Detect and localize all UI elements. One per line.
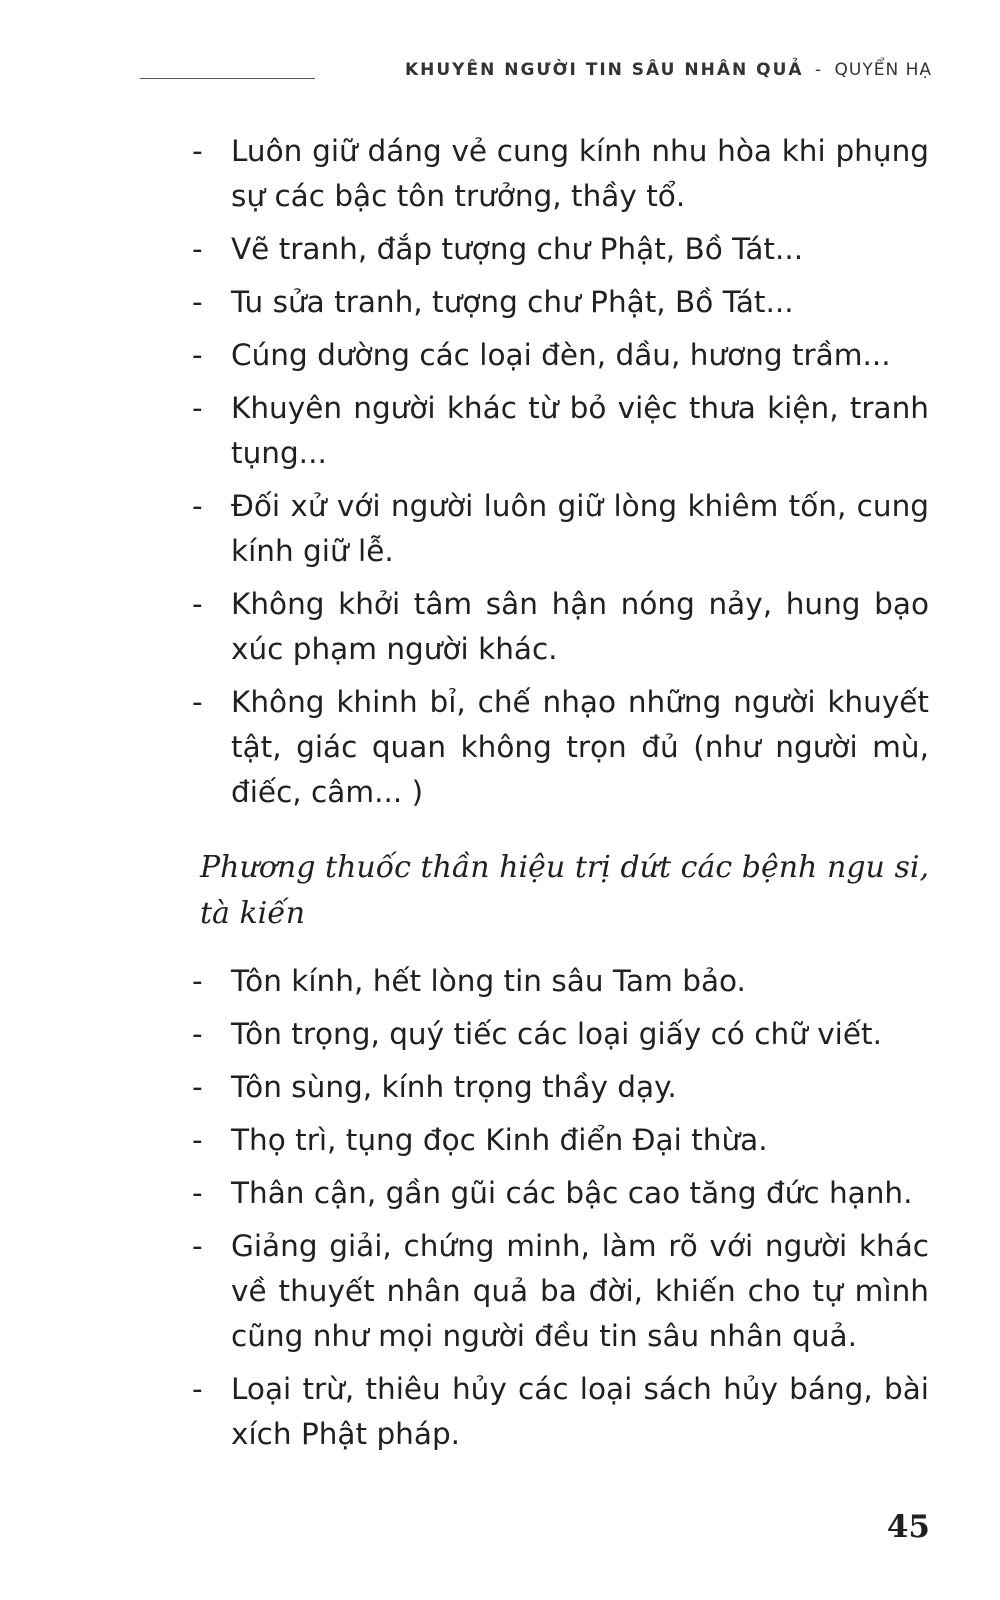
bullet-list-1 [192, 129, 929, 823]
list-item [192, 227, 929, 272]
list-item [192, 680, 929, 815]
list-item [192, 1012, 929, 1057]
list-item-text: Tôn sùng, kính trọng thầy dạy. [231, 1070, 677, 1104]
list-dash: - [192, 391, 203, 425]
list-item [192, 959, 929, 1004]
list-item-text: Luôn giữ dáng vẻ cung kính nhu hòa khi phụng sự các bậc tôn trưởng, thầy tổ. [231, 134, 929, 213]
list-item-text: Thọ trì, tụng đọc Kinh điển Đại thừa. [231, 1123, 768, 1157]
list-item-text: Tôn kính, hết lòng tin sâu Tam bảo. [231, 964, 746, 998]
list-item-text: Đối xử với người luôn giữ lòng khiêm tốn, cung kính giữ lễ. [231, 489, 929, 568]
list-item-text: Loại trừ, thiêu hủy các loại sách hủy báng, bài xích Phật pháp. [231, 1372, 929, 1451]
list-item [192, 582, 929, 672]
list-item-text: Tôn trọng, quý tiếc các loại giấy có chữ viết. [231, 1017, 882, 1051]
list-item [192, 333, 929, 378]
list-item-text: Thân cận, gần gũi các bậc cao tăng đức hạnh. [231, 1176, 913, 1210]
list-dash: - [192, 338, 203, 372]
list-dash: - [192, 685, 203, 719]
list-dash: - [192, 1229, 203, 1263]
list-item-text: Vẽ tranh, đắp tượng chư Phật, Bồ Tát... [231, 232, 804, 266]
list-dash: - [192, 489, 203, 523]
list-item [192, 386, 929, 476]
list-item [192, 1171, 929, 1216]
list-dash: - [192, 1176, 203, 1210]
list-item [192, 129, 929, 219]
list-item-text: Tu sửa tranh, tượng chư Phật, Bồ Tát... [231, 285, 794, 319]
bullet-list-2 [192, 959, 929, 1465]
page-number: 45 [886, 1509, 930, 1545]
list-dash: - [192, 232, 203, 266]
running-header [405, 60, 932, 80]
running-header-volume: QUYỂN HẠ [834, 60, 932, 80]
list-item-text: Không khởi tâm sân hận nóng nảy, hung bạo xúc phạm người khác. [231, 587, 929, 666]
list-dash: - [192, 964, 203, 998]
list-item [192, 1224, 929, 1359]
section-heading: Phương thuốc thần hiệu trị dứt các bệnh ngu si, tà kiến [200, 850, 929, 931]
list-dash: - [192, 587, 203, 621]
list-dash: - [192, 1017, 203, 1051]
list-item [192, 280, 929, 325]
list-item [192, 1118, 929, 1163]
list-item-text: Giảng giải, chứng minh, làm rõ với người khác về thuyết nhân quả ba đời, khiến cho tự mình cũng như mọi người đều tin sâu nhân quả. [231, 1229, 929, 1353]
list-dash: - [192, 134, 203, 168]
running-header-title: KHUYÊN NGƯỜI TIN SÂU NHÂN QUẢ [404, 60, 804, 80]
list-item-text: Không khinh bỉ, chế nhạo những người khuyết tật, giác quan không trọn đủ (như người mù, điếc, câm... ) [231, 685, 929, 809]
list-item [192, 1065, 929, 1110]
list-dash: - [192, 285, 203, 319]
list-item [192, 484, 929, 574]
list-dash: - [192, 1123, 203, 1157]
list-dash: - [192, 1372, 203, 1406]
running-header-separator: - [814, 60, 824, 80]
list-dash: - [192, 1070, 203, 1104]
list-item [192, 1367, 929, 1457]
list-item-text: Khuyên người khác từ bỏ việc thưa kiện, tranh tụng... [231, 391, 929, 470]
list-item-text: Cúng dường các loại đèn, dầu, hương trầm... [231, 338, 891, 372]
header-rule [140, 78, 315, 79]
